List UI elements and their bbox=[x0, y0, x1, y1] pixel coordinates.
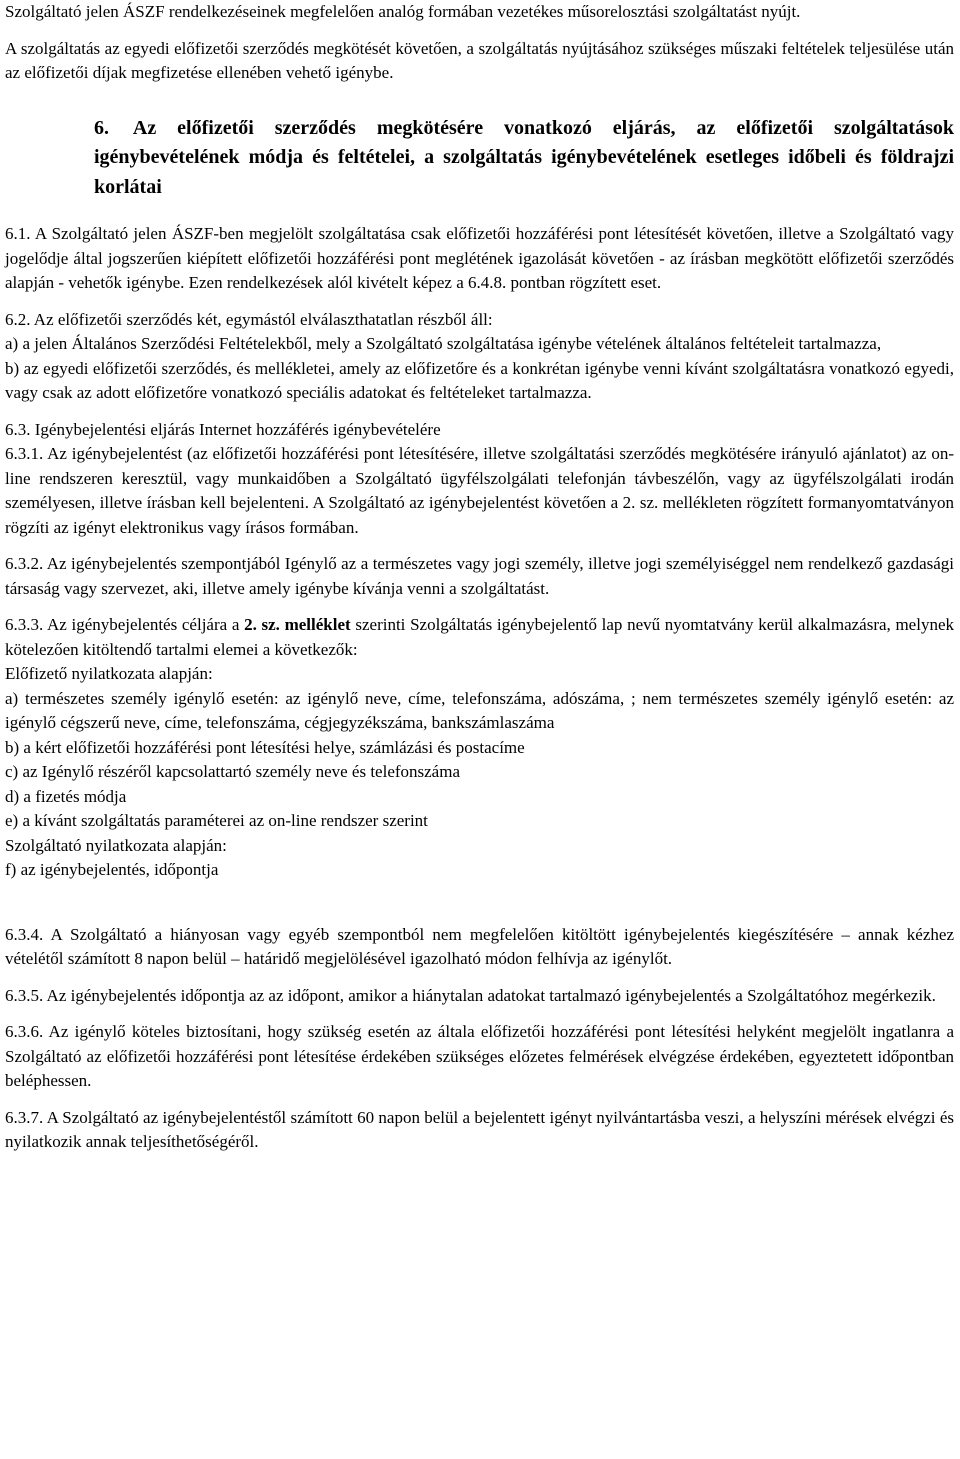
paragraph-6-2-b: b) az egyedi előfizetői szerződés, és mellékletei, amely az előfizetőre és a konkrétan igénybe venni kívánt szolgáltatásra vonatkozó egyedi, vagy csak az adott előfizetőre vonatkozó speciális adatokat és feltételeket tartalmazza. bbox=[5, 358, 954, 402]
paragraph-6-3-3-post: szerinti Szolgáltatás igénybejelentő lap nevű nyomtatvány kerül alkalmazásra, melynek kötelezően kitöltendő tartalmi elemei a következők: bbox=[5, 615, 954, 659]
paragraph-6-3-7: 6.3.7. A Szolgáltató az igénybejelentéstől számított 60 napon belül a bejelentett igényt nyilvántartásba veszi, a helyszíni mérések elvégzi és nyilatkozik annak teljesíthetőségéről. bbox=[5, 1107, 954, 1151]
list-item: d) a fizetés módja bbox=[5, 786, 127, 806]
paragraph-6-3-6: 6.3.6. Az igénylő köteles biztosítani, hogy szükség esetén az általa előfizetői hozzáférési pont létesítési helyként megjelölt ingatlanra a Szolgáltató az előfizetői hozzáférési pont létesítése érdekében szükséges előzetes felmérések elvégzése érdekében, egyeztetett időpontban beléphessen. bbox=[5, 1022, 954, 1090]
list-item: a) természetes személy igénylő esetén: az igénylő neve, címe, telefonszáma, adószáma, ; nem természetes személy igénylő esetén: az igénylő cégszerű neve, címe, telefonszáma, cégjegyzékszáma, bankszámlaszáma bbox=[5, 688, 954, 732]
paragraph-6-1: 6.1. A Szolgáltató jelen ÁSZF-ben megjelölt szolgáltatása csak előfizetői hozzáférési pont létesítését követően, illetve a Szolgáltató vagy jogelődje által jogszerűen kiépített előfizetői hozzáférési pont meglétének igazolását követően - az írásban megkötött előfizetői szerződés alapján - vehetők igénybe. Ezen rendelkezések alól kivételt képez a 6.4.8. pontban rögzített eset. bbox=[5, 224, 954, 292]
list-item: f) az igénybejelentés, időpontja bbox=[5, 860, 219, 879]
list-item: e) a kívánt szolgáltatás paraméterei az on-line rendszer szerint bbox=[5, 811, 428, 830]
paragraph-intro-2: A szolgáltatás az egyedi előfizetői szerződés megkötését követően, a szolgáltatás nyújtásához szükséges műszaki feltételek teljesülése után az előfizetői díjak megfizetése ellenében vehető igénybe. bbox=[5, 38, 954, 82]
paragraph-6-3-3-pre: 6.3.3. Az igénybejelentés céljára a bbox=[5, 615, 245, 634]
paragraph-intro-1: Szolgáltató jelen ÁSZF rendelkezéseinek megfelelően analóg formában vezetékes műsorelosztási szolgáltatást nyújt. bbox=[5, 2, 801, 21]
annex-2-ref: 2. sz. bbox=[244, 615, 280, 634]
paragraph-6-3-1: 6.3.1. Az igénybejelentést (az előfizetői hozzáférési pont létesítésére, illetve szolgáltatási szerződés megkötésére irányuló ajánlatot) az on-line rendszeren keresztül, vagy munkaidőben a Szolgáltató ügyfélszolgálati telefonján távbeszélőn, vagy az ügyfélszolgálati irodán személyesen, illetve írásban kell bejelenteni. A Szolgáltató az igénybejelentést követően a 2. sz. mellékleten rögzített formanyomtatványon rögzíti az igényt elektronikus vagy írásos formában. bbox=[5, 444, 954, 537]
section-6-heading bbox=[5, 114, 954, 203]
paragraph-6-3-4: 6.3.4. A Szolgáltató a hiányosan vagy egyéb szempontból nem megfelelően kitöltött igénybejelentés kiegészítésére – annak kézhez vételétől számított 8 napon belül – határidő megjelölésével igazolható módon felhívja az igénylőt. bbox=[5, 924, 954, 968]
paragraph-6-2: 6.2. Az előfizetői szerződés két, egymástól elválaszthatatlan részből áll: bbox=[5, 309, 493, 329]
section-6-title: Az előfizetői szerződés megkötésére vonatkozó eljárás, az előfizetői szolgáltatások igénybevételének módja és feltételei, a szolgáltatás igénybevételének esetleges időbeli és földrajzi korlátai bbox=[94, 116, 954, 198]
paragraph-6-3-2: 6.3.2. Az igénybejelentés szempontjából Igénylő az a természetes vagy jogi személy, illetve jogi személyiséggel nem rendelkező gazdasági társaság vagy szervezet, aki, illetve amely igénybe kívánja venni a szolgáltatást. bbox=[5, 554, 954, 598]
paragraph-6-3-3 bbox=[5, 613, 954, 662]
list-item: c) az Igénylő részéről kapcsolattartó személy neve és telefonszáma bbox=[5, 762, 460, 781]
paragraph-6-3: 6.3. Igénybejelentési eljárás Internet hozzáférés igénybevételére bbox=[5, 419, 441, 439]
section-6-number: 6. bbox=[94, 116, 109, 139]
annex-word: melléklet bbox=[284, 615, 351, 634]
list-item: Előfizető nyilatkozata alapján: bbox=[5, 664, 213, 683]
paragraph-6-3-5: 6.3.5. Az igénybejelentés időpontja az az időpont, amikor a hiánytalan adatokat tartalmazó igénybejelentés a Szolgáltatóhoz megérkezik. bbox=[5, 985, 936, 1005]
list-item: b) a kért előfizetői hozzáférési pont létesítési helye, számlázási és postacíme bbox=[5, 737, 525, 757]
list-item: Szolgáltató nyilatkozata alapján: bbox=[5, 835, 227, 855]
paragraph-6-2-a: a) a jelen Általános Szerződési Feltételekből, mely a Szolgáltató szolgáltatása igénybe vételének általános feltételeit tartalmazza, bbox=[5, 334, 882, 353]
